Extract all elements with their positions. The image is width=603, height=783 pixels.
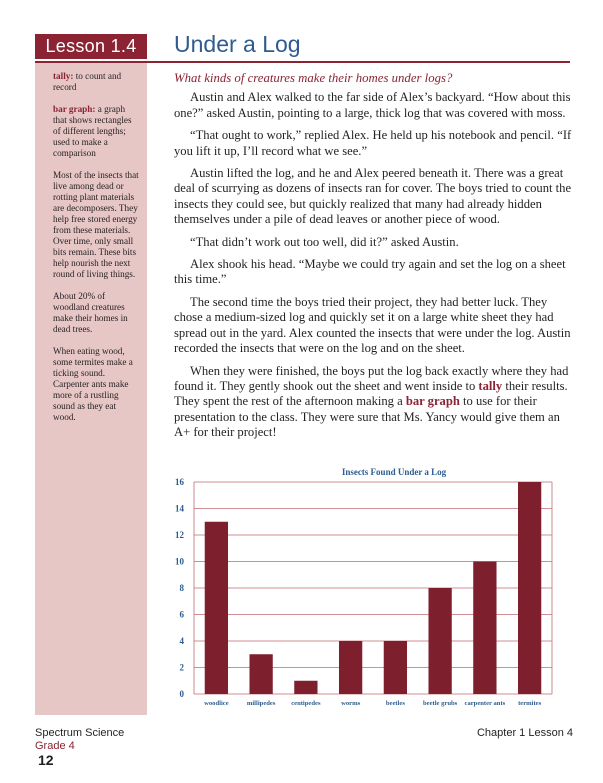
x-tick-label: woodlice bbox=[204, 700, 229, 707]
definition-bar-graph: a graph that shows rectangles of different lengths; used to make a comparison bbox=[53, 104, 132, 158]
term-bar-graph: bar graph: bbox=[53, 104, 96, 114]
story-text bbox=[174, 71, 572, 448]
story-paragraph: “That didn’t work out too well, did it?” asked Austin. bbox=[190, 234, 459, 249]
bar-woodlice bbox=[205, 522, 228, 694]
sidebar-fact-termites: When eating wood, some termites make a ticking sound. Carpenter ants make more of a rustling sound as they eat wood. bbox=[53, 346, 133, 422]
story-paragraph: Austin lifted the log, and he and Alex peered beneath it. There was a great deal of scurrying as dozens of insects ran for cover. The boys tried to count the insects they could see, but quickly realized that many had already hidden themselves under a pile of dead leaves or another piece of wood. bbox=[174, 166, 572, 227]
paragraph-text: When they were finished, the boys put the log back exactly where they had found it. They gently shook out the sheet and went inside to bbox=[174, 363, 569, 393]
definition-tally: to count and record bbox=[53, 71, 122, 92]
term-tally: tally: bbox=[53, 71, 74, 81]
insects-bar-chart bbox=[168, 462, 574, 712]
bar-centipedes bbox=[294, 681, 317, 694]
sidebar-definition-tally bbox=[53, 71, 139, 93]
footer-chapter: Chapter 1 Lesson 4 bbox=[476, 727, 573, 739]
x-tick-label: worms bbox=[341, 700, 361, 707]
y-tick-label: 0 bbox=[179, 689, 184, 699]
sidebar-fact-dead-trees: About 20% of woodland creatures make their homes in dead trees. bbox=[53, 291, 128, 334]
x-tick-label: millipedes bbox=[246, 700, 276, 707]
y-tick-label: 10 bbox=[175, 556, 184, 567]
bar-beetle-grubs bbox=[428, 588, 451, 694]
x-tick-label: carpenter ants bbox=[464, 700, 506, 707]
paragraph-text: to use for their presentation to the class. They were sure that Ms. Yancy would give them an A+ for their project! bbox=[174, 394, 560, 440]
page-number: 12 bbox=[38, 752, 54, 768]
story-paragraph bbox=[174, 364, 572, 441]
x-tick-label: beetle grubs bbox=[423, 700, 458, 707]
bar-worms bbox=[339, 641, 362, 694]
footer-book-title: Spectrum Science bbox=[35, 727, 125, 739]
sidebar-definition-bar-graph bbox=[53, 104, 139, 159]
story-paragraph: Alex shook his head. “Maybe we could try again and set the log on a sheet this time.” bbox=[174, 257, 566, 287]
bar-carpenter-ants bbox=[473, 562, 496, 695]
bar-beetles bbox=[384, 641, 407, 694]
story-paragraph: Austin and Alex walked to the far side of Alex’s backyard. “How about this one?” asked Austin, pointing to a large, thick log that was covered with moss. bbox=[174, 90, 571, 120]
sidebar-fact-decomposers: Most of the insects that live among dead or rotting plant materials are decomposers. They help free stored energy from these materials. Over time, only small bits remain. These bits help nourish the next round of living things. bbox=[53, 170, 139, 279]
chart-title: Insects Found Under a Log bbox=[341, 467, 447, 477]
paragraph-text: their results. They spent the rest of the afternoon making a bbox=[174, 378, 568, 409]
y-tick-label: 6 bbox=[179, 609, 184, 620]
story-paragraph: “That ought to work,” replied Alex. He held up his notebook and pencil. “If you lift it up, I’ll record what we see.” bbox=[174, 128, 572, 158]
y-tick-label: 4 bbox=[179, 636, 184, 646]
y-tick-label: 12 bbox=[175, 530, 184, 540]
page-title: Under a Log bbox=[174, 31, 301, 57]
bar-millipedes bbox=[249, 654, 272, 694]
bar-termites bbox=[518, 482, 541, 694]
keyword-tally: tally bbox=[478, 378, 503, 393]
x-tick-label: termites bbox=[518, 700, 542, 707]
lesson-badge: Lesson 1.4 bbox=[35, 34, 147, 59]
y-tick-label: 16 bbox=[175, 477, 184, 487]
vocabulary-sidebar bbox=[35, 63, 147, 715]
footer-grade: Grade 4 bbox=[35, 740, 75, 752]
guiding-question: What kinds of creatures make their homes under logs? bbox=[174, 71, 453, 85]
footer-book-info bbox=[35, 727, 124, 753]
y-tick-label: 8 bbox=[179, 583, 184, 593]
y-tick-label: 2 bbox=[179, 662, 184, 673]
keyword-bar-graph: bar graph bbox=[405, 394, 460, 409]
story-paragraph: The second time the boys tried their project, they had better luck. They chose a medium-sized log and quickly set it on a large white sheet they had spread out in the yard. Alex counted the insects that were under the log. Austin recorded the insects that were on the log and on the sheet. bbox=[174, 294, 571, 356]
x-tick-label: beetles bbox=[385, 700, 405, 707]
x-tick-label: centipedes bbox=[291, 700, 321, 707]
y-tick-label: 14 bbox=[175, 503, 184, 514]
